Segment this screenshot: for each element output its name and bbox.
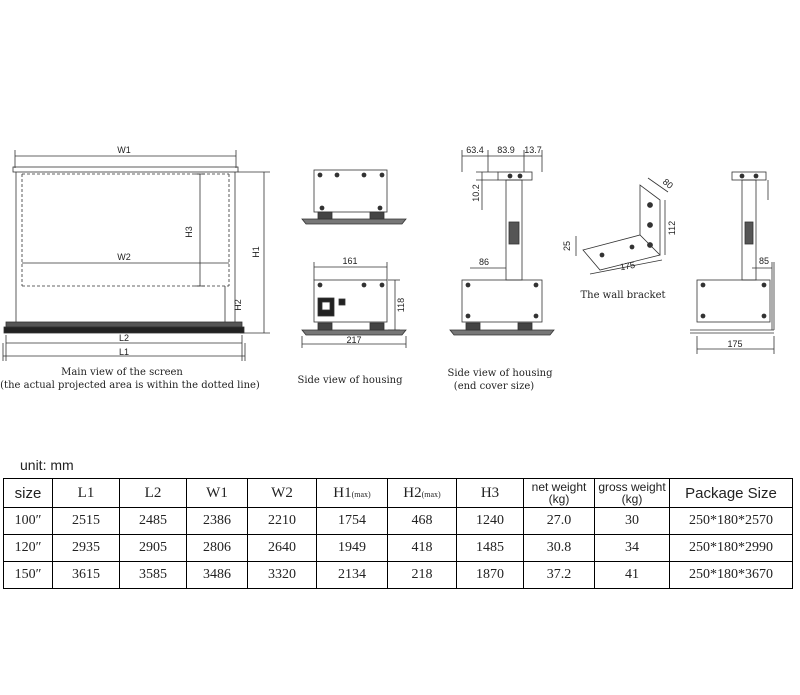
cell-size: 150″: [4, 562, 53, 589]
cell-gross-weight: 30: [595, 508, 670, 535]
cell-gross-weight: 41: [595, 562, 670, 589]
cell-w1: 2386: [187, 508, 248, 535]
main-view: [3, 150, 270, 361]
header-h2-sub: (max): [421, 489, 441, 499]
cell-net-weight: 27.0: [524, 508, 595, 535]
header-gross-weight-unit: (kg): [621, 492, 643, 506]
caption-bracket: The wall bracket: [580, 290, 666, 301]
unit-label: unit: mm: [20, 457, 74, 473]
table-row: [4, 508, 793, 535]
cell-h2: 418: [388, 535, 457, 562]
header-h3: H3: [457, 479, 524, 508]
label-bracket-b: 112: [667, 220, 677, 236]
header-size: size: [4, 479, 53, 508]
table-row: [4, 562, 793, 589]
cell-h2: 218: [388, 562, 457, 589]
caption-housing: Side view of housing: [297, 375, 403, 386]
cell-l2: 2905: [120, 535, 187, 562]
header-h1-sub: (max): [351, 489, 371, 499]
spec-table: [3, 478, 793, 589]
header-h2: [388, 479, 457, 508]
cell-h3: 1240: [457, 508, 524, 535]
cell-h2: 468: [388, 508, 457, 535]
header-h1-text: H1: [333, 484, 352, 501]
cell-l2: 3585: [120, 562, 187, 589]
header-w1: W1: [187, 479, 248, 508]
header-l2: L2: [120, 479, 187, 508]
caption-main-2: (the actual projected area is within the dotted line): [0, 380, 260, 391]
header-net-weight: [524, 479, 595, 508]
header-net-weight-unit: (kg): [548, 492, 570, 506]
cell-h1: 2134: [317, 562, 388, 589]
label-housing-base: 217: [346, 335, 362, 345]
caption-main-1: Main view of the screen: [61, 367, 183, 378]
cell-l1: 2515: [53, 508, 120, 535]
label-h2: H2: [233, 299, 243, 311]
caption-end-1: Side view of housing: [447, 368, 553, 379]
wall-bracket-view: [576, 178, 668, 274]
label-bracket-d: 175: [619, 259, 636, 273]
cell-w2: 3320: [248, 562, 317, 589]
header-gross-weight: [595, 479, 670, 508]
table-header-row: [4, 479, 793, 508]
cell-gross-weight: 34: [595, 535, 670, 562]
label-bracket-a: 80: [660, 176, 675, 191]
cell-h3: 1870: [457, 562, 524, 589]
header-gross-weight-text: gross weight: [598, 480, 666, 494]
cell-package-size: 250*180*3670: [670, 562, 793, 589]
cell-w1: 3486: [187, 562, 248, 589]
header-net-weight-text: net weight: [531, 480, 587, 494]
cell-h3: 1485: [457, 535, 524, 562]
cell-net-weight: 30.8: [524, 535, 595, 562]
label-l2: L2: [118, 333, 130, 343]
header-h1: [317, 479, 388, 508]
label-mounted-a: 85: [758, 256, 770, 266]
label-end-d: 10.2: [471, 184, 481, 202]
cell-package-size: 250*180*2990: [670, 535, 793, 562]
cell-h1: 1754: [317, 508, 388, 535]
table-row: [4, 535, 793, 562]
label-h1: H1: [251, 246, 261, 258]
cell-h1: 1949: [317, 535, 388, 562]
cell-l1: 2935: [53, 535, 120, 562]
cell-w2: 2210: [248, 508, 317, 535]
cell-package-size: 250*180*2570: [670, 508, 793, 535]
header-h2-text: H2: [403, 484, 422, 501]
header-package-size: Package Size: [670, 479, 793, 508]
cell-l2: 2485: [120, 508, 187, 535]
label-w1: W1: [117, 145, 131, 155]
label-end-c: 13.7: [524, 145, 542, 155]
cell-w2: 2640: [248, 535, 317, 562]
label-bracket-c: 25: [562, 240, 572, 252]
cell-size: 120″: [4, 535, 53, 562]
end-cover-view: [450, 150, 554, 335]
cell-size: 100″: [4, 508, 53, 535]
label-end-a: 63.4: [466, 145, 484, 155]
label-housing-width: 161: [342, 256, 358, 266]
label-mounted-b: 175: [727, 339, 743, 349]
housing-top-view: [302, 170, 406, 224]
label-w2: W2: [117, 252, 131, 262]
header-w2: W2: [248, 479, 317, 508]
cell-w1: 2806: [187, 535, 248, 562]
label-end-e: 86: [478, 257, 490, 267]
caption-end-2: (end cover size): [453, 381, 535, 392]
label-l1: L1: [118, 347, 130, 357]
label-end-b: 83.9: [497, 145, 515, 155]
label-housing-height: 118: [396, 297, 406, 313]
label-h3: H3: [184, 226, 194, 238]
cell-l1: 3615: [53, 562, 120, 589]
header-l1: L1: [53, 479, 120, 508]
cell-net-weight: 37.2: [524, 562, 595, 589]
